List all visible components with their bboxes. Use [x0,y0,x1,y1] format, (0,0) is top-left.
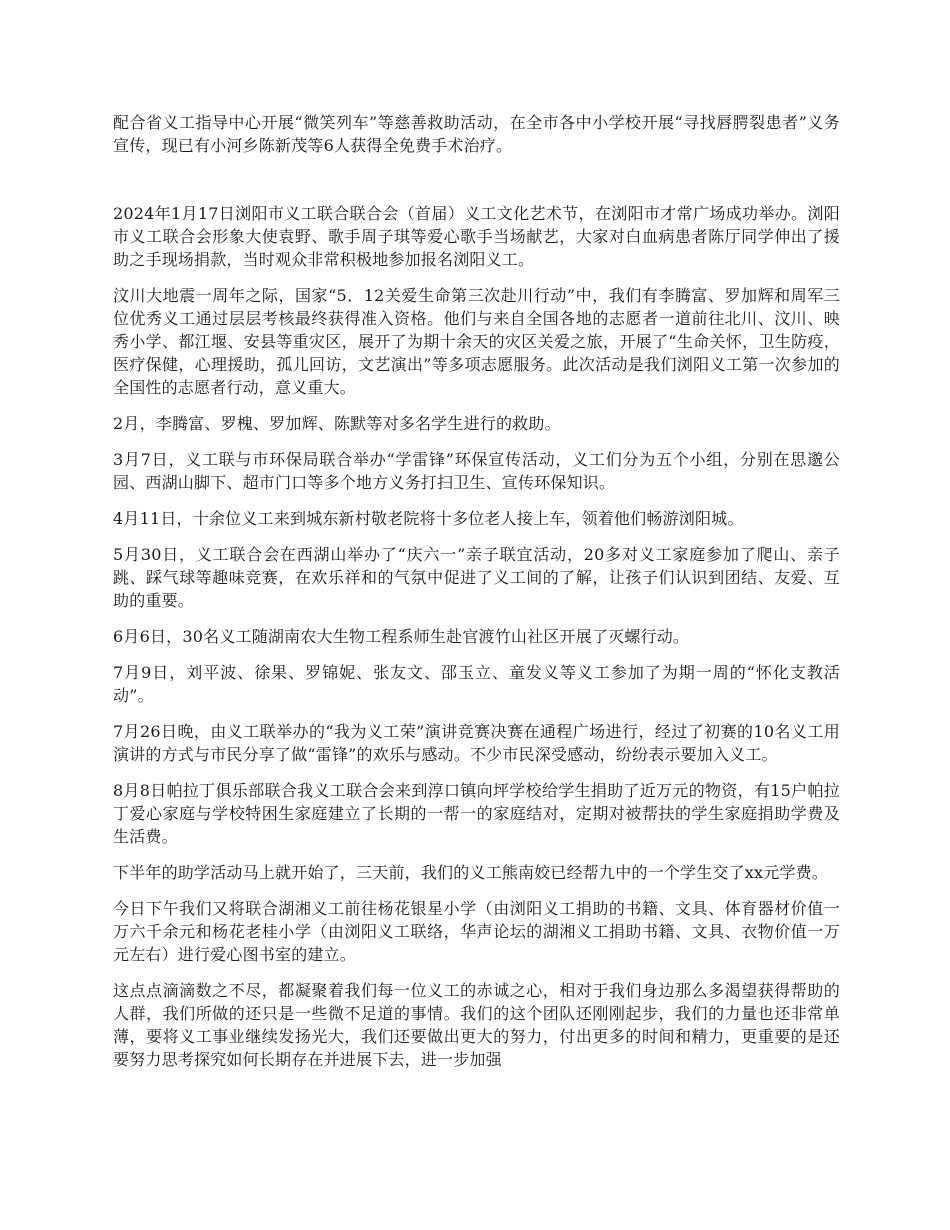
paragraph-july-9: 7月9日，刘平波、徐果、罗锦妮、张友文、邵玉立、童发义等义工参加了为期一周的“怀化支教活动”。 [113,663,840,705]
paragraph-february: 2月，李腾富、罗槐、罗加辉、陈默等对多名学生进行的救助。 [113,414,561,433]
paragraph-art-festival: 2024年1月17日浏阳市义工联合联合会（首届）义工文化艺术节，在浏阳市才常广场成功举办。浏阳市义工联合会形象大使袁野、歌手周子琪等爱心歌手当场献艺，大家对白血病患者陈厅同学伸出了援助之手现场捐款，当时观众非常积极地参加报名浏阳义工。 [113,204,840,269]
paragraph-closing: 这点点滴滴数之不尽，都凝聚着我们每一位义工的赤诚之心，相对于我们身边那么多渴望获得帮助的人群，我们所做的还只是一些微不足道的事情。我们的这个团队还刚刚起步，我们的力量也还非常单薄，要将义工事业继续发扬光大，我们还要做出更大的努力，付出更多的时间和精力，更重要的是还要努力思考探究如何长期存在并进展下去，进一步加强 [113,981,840,1069]
paragraph-june: 6月6日，30名义工随湖南农大生物工程系师生赴官渡竹山社区开展了灭螺行动。 [113,627,690,646]
paragraph-smile-train: 配合省义工指导中心开展“微笑列车”等慈善救助活动，在全市各中小学校开展“寻找唇腭裂患者”义务宣传，现已有小河乡陈新茂等6人获得全免费手术治疗。 [113,113,840,155]
paragraph-second-half: 下半年的助学活动马上就开始了，三天前，我们的义工熊南姣已经帮九中的一个学生交了xx元学费。 [113,863,829,882]
paragraph-march: 3月7日，义工联与市环保局联合举办“学雷锋”环保宣传活动，义工们分为五个小组，分别在思邈公园、西湖山脚下、超市门口等多个地方义务打扫卫生、宣传环保知识。 [113,450,840,492]
paragraph-library: 今日下午我们又将联合湖湘义工前往杨花银星小学（由浏阳义工捐助的书籍、文具、体育器材价值一万六千余元和杨花老桂小学（由浏阳义工联络，华声论坛的湖湘义工捐助书籍、文具、衣物价值一万元左右）进行爱心图书室的建立。 [113,899,840,964]
paragraph-april: 4月11日，十余位义工来到城东新村敬老院将十多位老人接上车，领着他们畅游浏阳城。 [113,509,744,528]
paragraph-july-26: 7月26日晚，由义工联举办的“我为义工荣”演讲竞赛决赛在通程广场进行，经过了初赛的10名义工用演讲的方式与市民分享了做“雷锋”的欢乐与感动。不少市民深受感动，纷纷表示要加入义工。 [113,722,840,764]
document-body [113,111,840,1084]
paragraph-august: 8月8日帕拉丁俱乐部联合我义工联合会来到淳口镇向坪学校给学生捐助了近万元的物资，有15户帕拉丁爱心家庭与学校特困生家庭建立了长期的一帮一的家庭结对，定期对被帮扶的学生家庭捐助学费及生活费。 [113,781,840,846]
paragraph-wenchuan: 汶川大地震一周年之际，国家“5．12关爱生命第三次赴川行动”中，我们有李腾富、罗加辉和周军三位优秀义工通过层层考核最终获得准入资格。他们与来自全国各地的志愿者一道前往北川、汶川、映秀小学、都江堰、安县等重灾区，展开了为期十余天的灾区关爱之旅，开展了“生命关怀，卫生防疫，医疗保健，心理援助，孤儿回访，文艺演出”等多项志愿服务。此次活动是我们浏阳义工第一次参加的全国性的志愿者行动，意义重大。 [113,286,840,397]
paragraph-may: 5月30日，义工联合会在西湖山举办了“庆六一”亲子联宜活动，20多对义工家庭参加了爬山、亲子跳、踩气球等趣味竞赛，在欢乐祥和的气氛中促进了义工间的了解，让孩子们认识到团结、友爱、互助的重要。 [113,545,840,610]
